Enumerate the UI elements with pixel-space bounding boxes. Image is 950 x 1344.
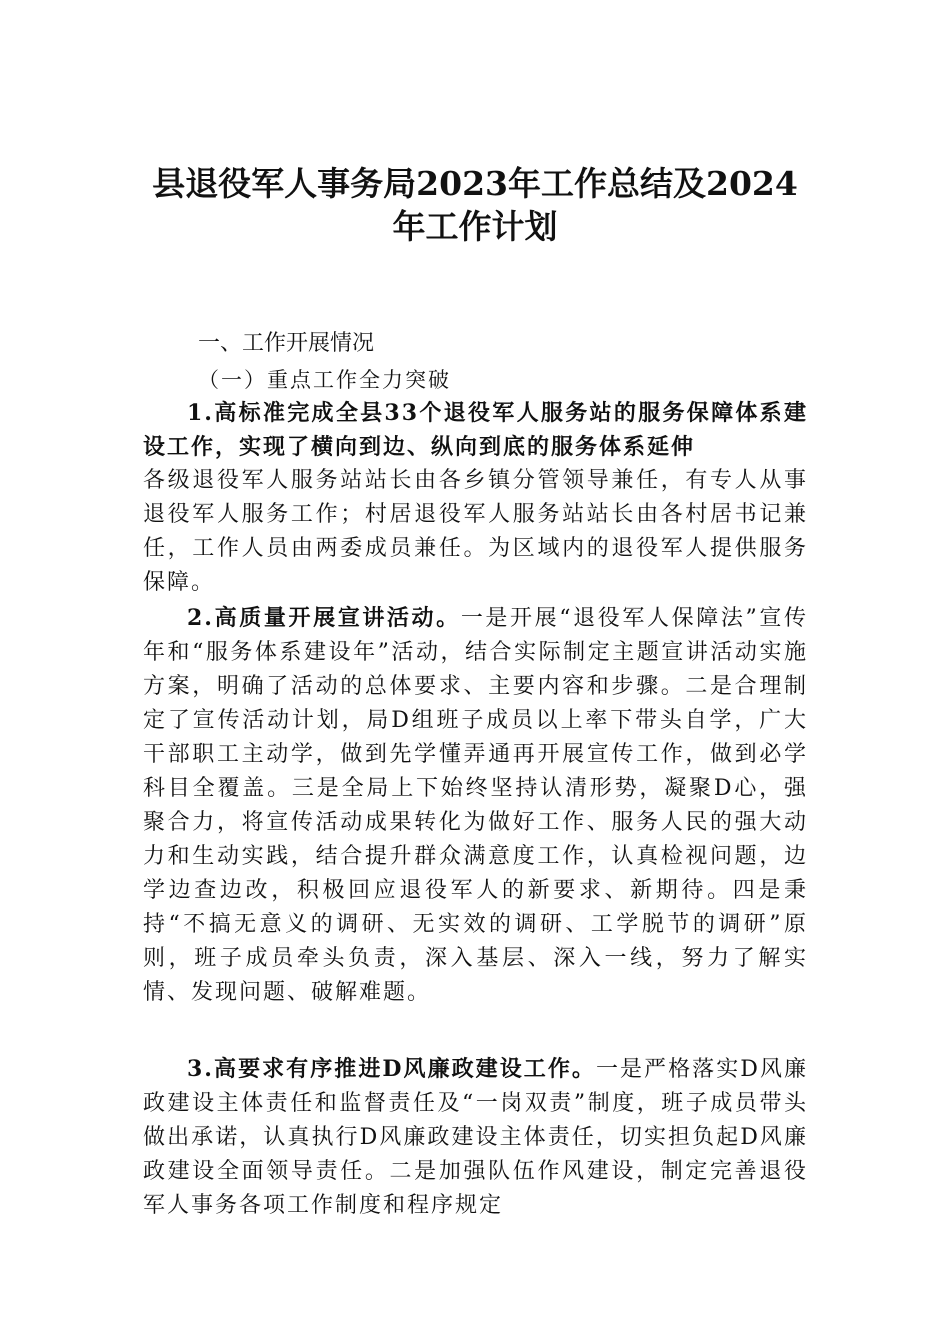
paragraph-2-body: 一是开展“退役军人保障法”宣传年和“服务体系建设年”活动，结合实际制定主题宣讲活动实施方案，明确了活动的总体要求、主要内容和步骤。二是合理制定了宣传活动计划，局D组班子成员以上率下带头自学，广大干部职工主动学，做到先学懂弄通再开展宣传工作，做到必学科目全覆盖。三是全局上下始终坚持认清形势，凝聚D心，强聚合力，将宣传活动成果转化为做好工作、服务人民的强大动力和生动实践，结合提升群众满意度工作，认真检视问题，边学边查边改，积极回应退役军人的新要求、新期待。四是秉持“不搞无意义的调研、无实效的调研、工学脱节的调研”原则，班子成员牵头负责，深入基层、深入一线，努力了解实情、发现问题、破解难题。 bbox=[143, 606, 809, 1005]
paragraph-2 bbox=[143, 601, 808, 1010]
paragraph-3-body: 一是严格落实D风廉政建设主体责任和监督责任及“一岗双责”制度，班子成员带头做出承诺，认真执行D风廉政建设主体责任，切实担负起D风廉政建设全面领导责任。二是加强队伍作风建设，制定完善退役军人事务各项工作制度和程序规定 bbox=[143, 1057, 809, 1218]
document-title-line-1: 县退役军人事务局2023年工作总结及2024 bbox=[152, 164, 798, 203]
subsection-heading: （一）重点工作全力突破 bbox=[198, 368, 451, 392]
paragraph-3 bbox=[143, 1052, 808, 1223]
paragraph-1-lead: 1.高标准完成全县33个退役军人服务站的服务保障体系建设工作，实现了横向到边、纵向到底的服务体系延伸 bbox=[143, 400, 808, 460]
document-title-line-2: 年工作计划 bbox=[392, 207, 558, 246]
paragraph-1-body: 各级退役军人服务站站长由各乡镇分管领导兼任，有专人从事退役军人服务工作；村居退役军人服务站站长由各村居书记兼任，工作人员由两委成员兼任。为区域内的退役军人提供服务保障。 bbox=[143, 468, 808, 595]
section-heading: 一、工作开展情况 bbox=[198, 331, 375, 356]
paragraph-2-lead: 2.高质量开展宣讲活动。 bbox=[187, 605, 461, 631]
paragraph-1 bbox=[143, 396, 808, 600]
paragraph-3-lead: 3.高要求有序推进D风廉政建设工作。 bbox=[187, 1056, 596, 1082]
